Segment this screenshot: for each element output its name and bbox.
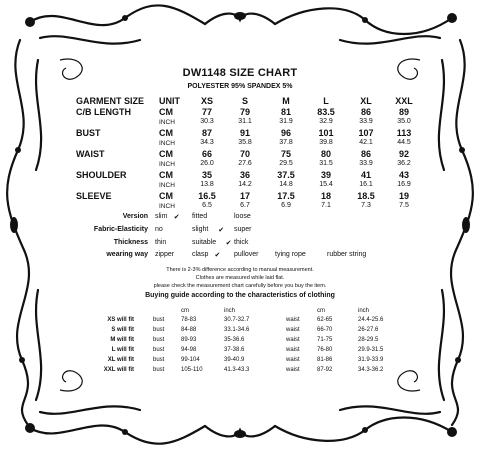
attribute-option: super — [234, 226, 252, 233]
unit-inch: INCH — [159, 119, 175, 126]
guide-header-waist-inch: inch — [358, 308, 370, 314]
size-heading-xl: XL — [360, 96, 372, 106]
value-inch: 31.5 — [319, 160, 333, 167]
value-inch: 6.9 — [281, 202, 291, 209]
unit-cm: CM — [159, 170, 173, 180]
value-cm: 19 — [398, 191, 409, 201]
unit-cm: CM — [159, 191, 173, 201]
value-cm: 70 — [239, 149, 250, 159]
measurement-label: SHOULDER — [76, 170, 127, 180]
guide-bust-cm: 105-110 — [181, 367, 203, 373]
attribute-option: fitted — [192, 213, 208, 220]
guide-waist-cm: 71-75 — [317, 337, 333, 343]
attribute-option: clasp — [192, 251, 209, 258]
value-inch: 44.5 — [397, 139, 411, 146]
attribute-row-thickness — [0, 239, 480, 250]
value-inch: 13.8 — [200, 181, 214, 188]
guide-row — [0, 357, 480, 367]
measurement-row-sleeve-inch — [0, 201, 480, 213]
value-inch: 26.0 — [200, 160, 214, 167]
guide-bust-inch: 39-40.9 — [224, 357, 245, 363]
guide-row — [0, 367, 480, 377]
guide-waist-cm: 62-65 — [317, 317, 333, 323]
value-cm: 80 — [320, 149, 331, 159]
checkmark-icon: ✔ — [225, 240, 232, 247]
note-line: There is 2-3% difference according to manual measurement. — [166, 267, 314, 273]
garment-size-heading: GARMENT SIZE — [76, 96, 145, 106]
note-line: Clothes are measured while laid flat. — [195, 275, 285, 281]
value-cm: 96 — [280, 128, 291, 138]
attribute-option: pullover — [234, 251, 259, 258]
attribute-label: Version — [122, 213, 148, 220]
guide-header-bust-inch: inch — [224, 308, 236, 314]
guide-header-bust-cm: cm — [181, 308, 189, 314]
guide-bust-cm: 78-83 — [181, 317, 197, 323]
guide-waist-cm: 81-86 — [317, 357, 333, 363]
value-cm: 43 — [398, 170, 409, 180]
guide-bust-label: bust — [153, 347, 165, 353]
size-heading-xs: XS — [200, 96, 213, 106]
measurement-label: SLEEVE — [76, 191, 112, 201]
guide-bust-label: bust — [153, 317, 165, 323]
value-cm: 79 — [239, 107, 250, 117]
guide-bust-label: bust — [153, 367, 165, 373]
value-inch: 31.9 — [279, 118, 293, 125]
attribute-row-version — [0, 213, 480, 224]
value-inch: 16.9 — [397, 181, 411, 188]
guide-bust-inch: 37-38.6 — [224, 347, 245, 353]
value-inch: 42.1 — [359, 139, 373, 146]
value-cm: 113 — [396, 128, 412, 138]
value-inch: 29.5 — [279, 160, 293, 167]
guide-row — [0, 337, 480, 347]
value-inch: 33.9 — [359, 118, 373, 125]
attribute-option: slight — [192, 226, 209, 233]
value-inch: 6.5 — [202, 202, 212, 209]
value-inch: 35.0 — [397, 118, 411, 125]
guide-size-label: L will fit — [111, 347, 134, 353]
unit-cm: CM — [159, 107, 173, 117]
guide-waist-inch: 34.3-36.2 — [358, 367, 384, 373]
measurement-label: C/B LENGTH — [76, 107, 131, 117]
attribute-label: Fabric-Elasticity — [93, 226, 148, 233]
checkmark-icon: ✔ — [218, 227, 225, 234]
value-inch: 35.8 — [238, 139, 252, 146]
value-cm: 92 — [398, 149, 409, 159]
value-inch: 7.5 — [399, 202, 409, 209]
measurement-label: BUST — [76, 128, 101, 138]
guide-bust-label: bust — [153, 357, 165, 363]
value-cm: 107 — [358, 128, 374, 138]
guide-bust-cm: 99-104 — [181, 357, 200, 363]
guide-waist-label: waist — [286, 367, 300, 373]
guide-size-label: XL will fit — [107, 357, 134, 363]
value-cm: 18 — [320, 191, 331, 201]
value-cm: 16.5 — [198, 191, 216, 201]
value-inch: 36.2 — [397, 160, 411, 167]
value-cm: 91 — [239, 128, 250, 138]
guide-bust-cm: 84-88 — [181, 327, 197, 333]
value-cm: 86 — [360, 149, 371, 159]
value-cm: 75 — [280, 149, 291, 159]
value-inch: 30.3 — [200, 118, 214, 125]
guide-row — [0, 317, 480, 327]
guide-bust-cm: 89-93 — [181, 337, 197, 343]
value-cm: 101 — [318, 128, 334, 138]
value-cm: 87 — [201, 128, 212, 138]
guide-waist-cm: 66-70 — [317, 327, 333, 333]
guide-bust-label: bust — [153, 327, 165, 333]
attribute-label: wearing way — [106, 251, 148, 258]
attribute-option: rubber string — [327, 251, 367, 258]
size-heading-m: M — [282, 96, 290, 106]
value-inch: 7.1 — [321, 202, 331, 209]
value-cm: 18.5 — [357, 191, 375, 201]
guide-bust-label: bust — [153, 337, 165, 343]
attribute-row-fabric-elasticity — [0, 226, 480, 237]
guide-bust-inch: 33.1-34.6 — [224, 327, 250, 333]
value-cm: 86 — [360, 107, 371, 117]
attribute-option: no — [155, 226, 163, 233]
value-inch: 7.3 — [361, 202, 371, 209]
value-inch: 27.6 — [238, 160, 252, 167]
buying-guide-title: Buying guide according to the characteristics of clothing — [145, 292, 335, 299]
attribute-option: tying rope — [275, 251, 306, 258]
attribute-option: thin — [155, 239, 167, 246]
guide-waist-cm: 76-80 — [317, 347, 333, 353]
value-cm: 83.5 — [317, 107, 335, 117]
guide-waist-label: waist — [286, 357, 300, 363]
attribute-option: suitable — [192, 239, 217, 246]
value-cm: 36 — [239, 170, 250, 180]
value-cm: 89 — [398, 107, 409, 117]
guide-waist-label: waist — [286, 337, 300, 343]
guide-row — [0, 327, 480, 337]
value-inch: 39.8 — [319, 139, 333, 146]
value-inch: 32.9 — [319, 118, 333, 125]
chart-title: DW1148 SIZE CHART — [182, 67, 298, 79]
guide-waist-inch: 31.9-33.9 — [358, 357, 384, 363]
guide-bust-inch: 30.7-32.7 — [224, 317, 250, 323]
value-cm: 39 — [320, 170, 331, 180]
value-cm: 66 — [201, 149, 212, 159]
value-inch: 33.9 — [359, 160, 373, 167]
unit-heading: UNIT — [159, 96, 180, 106]
value-cm: 41 — [360, 170, 371, 180]
guide-waist-inch: 28-29.5 — [358, 337, 379, 343]
guide-size-label: S will fit — [111, 327, 134, 333]
guide-size-label: M will fit — [110, 337, 134, 343]
size-heading-l: L — [323, 96, 329, 106]
unit-inch: INCH — [159, 203, 175, 210]
guide-size-label: XXL will fit — [103, 367, 134, 373]
attribute-option: loose — [234, 213, 251, 220]
value-inch: 16.1 — [359, 181, 373, 188]
value-cm: 37.5 — [277, 170, 295, 180]
note-line: please check the measurement chart carefully before you buy the item. — [153, 283, 327, 289]
guide-waist-inch: 24.4-25.6 — [358, 317, 384, 323]
guide-bust-cm: 94-98 — [181, 347, 197, 353]
measurement-notes — [0, 266, 480, 290]
value-inch: 15.4 — [319, 181, 333, 188]
attribute-label: Thickness — [113, 239, 148, 246]
attribute-option: thick — [234, 239, 249, 246]
value-cm: 77 — [201, 107, 212, 117]
attribute-row-wearing-way — [0, 251, 480, 262]
guide-bust-inch: 35-36.6 — [224, 337, 245, 343]
guide-waist-label: waist — [286, 347, 300, 353]
measurement-label: WAIST — [76, 149, 105, 159]
unit-cm: CM — [159, 149, 173, 159]
guide-waist-label: waist — [286, 327, 300, 333]
guide-bust-inch: 41.3-43.3 — [224, 367, 250, 373]
guide-waist-cm: 87-92 — [317, 367, 333, 373]
unit-inch: INCH — [159, 140, 175, 147]
unit-inch: INCH — [159, 182, 175, 189]
guide-size-label: XS will fit — [107, 317, 134, 323]
attribute-option: slim — [155, 213, 168, 220]
unit-inch: INCH — [159, 161, 175, 168]
value-inch: 6.7 — [240, 202, 250, 209]
guide-waist-inch: 29.9-31.5 — [358, 347, 384, 353]
material-composition: POLYESTER 95% SPANDEX 5% — [187, 83, 293, 90]
value-inch: 31.1 — [238, 118, 252, 125]
unit-cm: CM — [159, 128, 173, 138]
guide-waist-label: waist — [286, 317, 300, 323]
value-inch: 37.8 — [279, 139, 293, 146]
value-inch: 34.3 — [200, 139, 214, 146]
value-cm: 17 — [239, 191, 250, 201]
value-inch: 14.2 — [238, 181, 252, 188]
attribute-option: zipper — [155, 251, 175, 258]
guide-waist-inch: 26-27.6 — [358, 327, 379, 333]
size-heading-xxl: XXL — [395, 96, 413, 106]
guide-header-waist-cm: cm — [317, 308, 325, 314]
size-heading-s: S — [241, 96, 248, 106]
guide-row — [0, 347, 480, 357]
value-cm: 35 — [201, 170, 212, 180]
checkmark-icon: ✔ — [173, 214, 180, 221]
value-inch: 14.8 — [279, 181, 293, 188]
value-cm: 17.5 — [277, 191, 295, 201]
checkmark-icon: ✔ — [214, 252, 221, 259]
value-cm: 81 — [280, 107, 291, 117]
